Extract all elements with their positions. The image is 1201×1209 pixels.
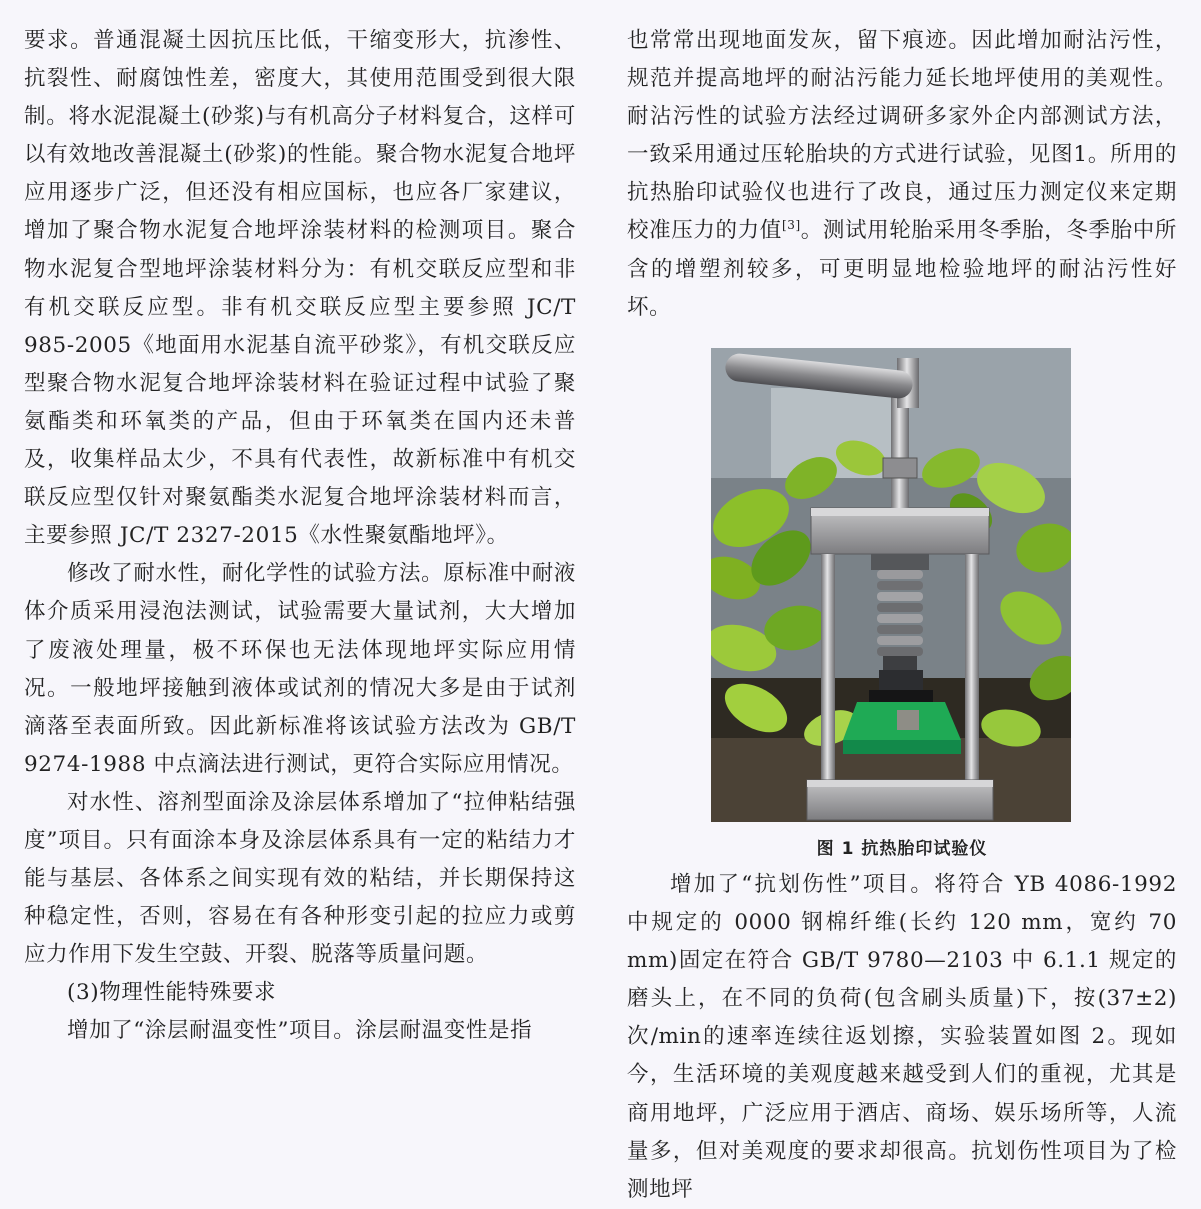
right-column xyxy=(627,22,1177,327)
reference-mark: [3] xyxy=(781,218,801,233)
paragraph-scratch-resistance: 增加了“抗划伤性”项目。将符合 YB 4086-1992 中规定的 0000 钢棉纤维(长约 120 mm，宽约 70 mm)固定在符合 GB/T 9780—2103 中 6.1.1 规定的磨头上，在不同的负荷(包含刷头质量)下，按(37±2)次/min的速率连续往返划擦，实验装置如图 2。现如今，生活环境的美观度越来越受到人们的重视，尤其是商用地坪，广泛应用于酒店、商场、娱乐场所等，人流量多，但对美观度的要求却很高。抗划伤性项目为了检测地坪 xyxy=(627,872,1177,1202)
green-specimen xyxy=(843,702,961,754)
stain-text-part1: 也常常出现地面发灰，留下痕迹。因此增加耐沾污性，规范并提高地坪的耐沾污能力延长地坪使用的美观性。耐沾污性的试验方法经过调研多家外企内部测试方法，一致采用通过压轮胎块的方式进行试验，见图1。所用的抗热胎印试验仪也进行了改良，通过压力测定仪来定期校准压力的力值 xyxy=(627,28,1177,244)
left-column xyxy=(24,22,576,1051)
paragraph-temperature-change: 增加了“涂层耐温变性”项目。涂层耐温变性是指 xyxy=(67,1018,533,1044)
right-column-lower xyxy=(627,866,1177,1209)
paragraph-polymer-cement: 要求。普通混凝土因抗压比低，干缩变形大，抗渗性、抗裂性、耐腐蚀性差，密度大，其使用范围受到很大限制。将水泥混凝土(砂浆)与有机高分子材料复合，这样可以有效地改善混凝土(砂浆)的性能。聚合物水泥复合地坪应用逐步广泛，但还没有相应国标，也应各厂家建议，增加了聚合物水泥复合地坪涂装材料的检测项目。聚合物水泥复合型地坪涂装材料分为：有机交联反应型和非有机交联反应型。非有机交联反应型主要参照 JC/T 985-2005《地面用水泥基自流平砂浆》，有机交联反应型聚合物水泥复合地坪涂装材料在验证过程中试验了聚氨酯类和环氧类的产品，但由于环氧类在国内还未普及，收集样品太少，不具有代表性，故新标准中有机交联反应型仅针对聚氨酯类水泥复合地坪涂装材料而言，主要参照 JC/T 2327-2015《水性聚氨酯地坪》。 xyxy=(24,28,576,549)
paragraph-tensile-bond: 对水性、溶剂型面涂及涂层体系增加了“拉伸粘结强度”项目。只有面涂本身及涂层体系具有一定的粘结力才能与基层、各体系之间实现有效的粘结，并长期保持这种稳定性，否则，容易在有各种形变引起的拉应力或剪应力作用下发生空鼓、开裂、脱落等质量问题。 xyxy=(24,789,576,968)
paragraph-water-resistance: 修改了耐水性，耐化学性的试验方法。原标准中耐液体介质采用浸泡法测试，试验需要大量试剂，大大增加了废液处理量，极不环保也无法体现地坪实际应用情况。一般地坪接触到液体或试剂的情况大多是由于试剂滴落至表面所致。因此新标准将该试验方法改为 GB/T 9274-1988 中点滴法进行测试，更符合实际应用情况。 xyxy=(24,561,576,777)
stain-text-part2: 。测试用轮胎采用冬季胎，冬季胎中所含的增塑剂较多，可更明显地检验地坪的耐沾污性好坏。 xyxy=(627,218,1178,320)
paragraph-stain-resistance xyxy=(627,22,1177,327)
figure-tire-mark-tester-photo xyxy=(711,348,1071,822)
figure-caption: 图 1 抗热胎印试验仪 xyxy=(816,839,988,859)
subheading-special-requirements: (3)物理性能特殊要求 xyxy=(67,980,277,1006)
